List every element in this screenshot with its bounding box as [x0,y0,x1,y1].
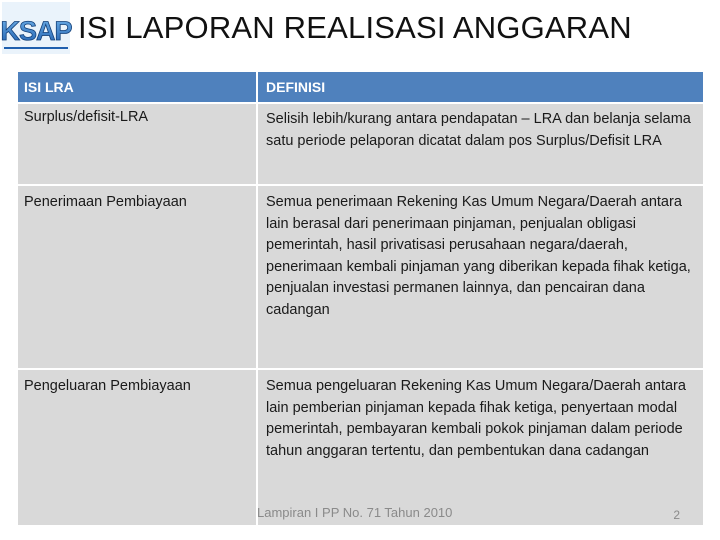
row-definisi: Semua pengeluaran Rekening Kas Umum Negara/Daerah antara lain pemberian pinjaman kepada fihak ketiga, penyertaan modal pemerintah, pembayaran kembali pokok pinjaman dalam periode tahun anggaran tertentu, dan pembentukan dana cadangan [256,370,703,525]
page-number: 2 [673,508,680,522]
page-title: ISI LAPORAN REALISASI ANGGARAN [78,10,632,45]
footer-source: Lampiran I PP No. 71 Tahun 2010 [257,505,453,520]
lra-table [18,72,703,527]
table-header-row [18,72,703,104]
table-row [18,186,703,370]
row-isi: Surplus/defisit-LRA [18,104,256,184]
table-row [18,104,703,186]
logo-text: KSAP [0,16,72,46]
ksap-logo [0,0,72,56]
row-isi: Penerimaan Pembiayaan [18,186,256,368]
header-isi-lra: ISI LRA [18,72,256,102]
row-definisi: Semua penerimaan Rekening Kas Umum Negara/Daerah antara lain berasal dari penerimaan pinjaman, penjualan obligasi pemerintah, hasil privatisasi perusahaan negara/daerah, penerimaan kembali pinjaman yang diberikan kepada fihak ketiga, penjualan investasi permanen lainnya, dan pencairan dana cadangan [256,186,703,368]
row-definisi: Selisih lebih/kurang antara pendapatan – LRA dan belanja selama satu periode pelaporan dicatat dalam pos Surplus/Defisit LRA [256,104,703,184]
header-definisi: DEFINISI [256,72,703,102]
table-row [18,370,703,527]
row-isi: Pengeluaran Pembiayaan [18,370,256,525]
